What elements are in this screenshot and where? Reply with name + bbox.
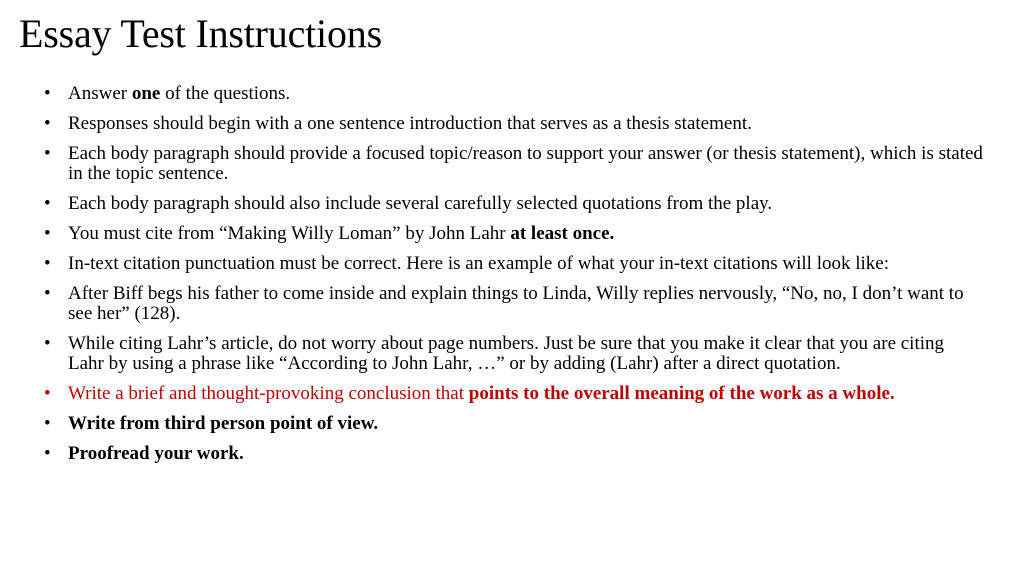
- bullet-dot-icon: •: [44, 383, 51, 404]
- bullet-item: [44, 254, 984, 274]
- bullet-item: [44, 84, 984, 104]
- bullet-dot-icon: •: [44, 223, 51, 244]
- bullet-text: Each body paragraph should also include several carefully selected quotations from the play.: [68, 193, 773, 214]
- bullet-text: Write a brief and thought-provoking conclusion that: [68, 383, 469, 404]
- bullet-text: In-text citation punctuation must be correct. Here is an example of what your in-text citations will look like:: [68, 253, 889, 274]
- bullet-item: [44, 194, 984, 214]
- bullet-dot-icon: •: [44, 413, 51, 434]
- bullet-text: While citing Lahr’s article, do not worry about page numbers. Just be sure that you make it clear that you are citing Lahr by using a phrase like “According to John Lahr, …” or by adding (Lahr) after a direct quotation.: [68, 333, 945, 374]
- bullet-text: of the questions.: [160, 83, 291, 104]
- bullet-item: [44, 334, 984, 374]
- bullet-text: After Biff begs his father to come inside and explain things to Linda, Willy replies nervously, “No, no, I don’t want to see her” (128).: [68, 283, 964, 324]
- bullet-item: [44, 414, 984, 434]
- bullet-text: You must cite from “Making Willy Loman” by John Lahr: [68, 223, 511, 244]
- bullet-dot-icon: •: [44, 143, 51, 164]
- bullet-text: Each body paragraph should provide a focused topic/reason to support your answer (or thesis statement), which is stated in the topic sentence.: [68, 143, 983, 184]
- bullet-item: [44, 384, 984, 404]
- bullet-item: [44, 114, 984, 134]
- slide-title: Essay Test Instructions: [19, 11, 382, 56]
- bullet-item: [44, 444, 984, 464]
- bullet-text-bold: one: [131, 83, 161, 104]
- bullet-dot-icon: •: [44, 193, 51, 214]
- bullet-dot-icon: •: [44, 83, 51, 104]
- bullet-text-bold: Write from third person point of view.: [68, 413, 379, 434]
- bullet-text: Responses should begin with a one sentence introduction that serves as a thesis statement.: [68, 113, 752, 134]
- bullet-item: [44, 144, 984, 184]
- bullet-dot-icon: •: [44, 333, 51, 354]
- bullet-dot-icon: •: [44, 443, 51, 464]
- bullet-dot-icon: •: [44, 283, 51, 304]
- bullet-list: [44, 84, 984, 474]
- bullet-text-bold: points to the overall meaning of the work as a whole.: [468, 383, 895, 404]
- bullet-text-bold: at least once.: [510, 223, 615, 244]
- bullet-dot-icon: •: [44, 113, 51, 134]
- bullet-item: [44, 284, 984, 324]
- bullet-item: [44, 224, 984, 244]
- bullet-text: Answer: [68, 83, 132, 104]
- bullet-text-bold: Proofread your work.: [68, 443, 244, 464]
- bullet-dot-icon: •: [44, 253, 51, 274]
